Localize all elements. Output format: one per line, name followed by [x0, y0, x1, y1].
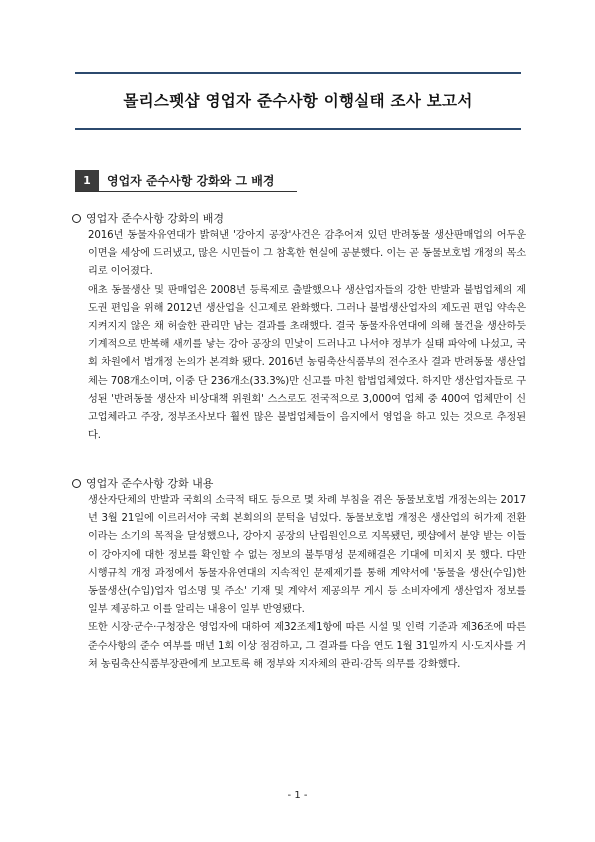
circle-bullet-icon — [72, 214, 81, 223]
block-contents — [72, 475, 526, 674]
section-underline — [75, 191, 297, 192]
block-heading — [72, 210, 526, 227]
section-heading — [75, 170, 297, 191]
block-background — [72, 210, 526, 445]
title-bottom-rule — [75, 128, 521, 130]
section-title: 영업자 준수사항 강화와 그 배경 — [107, 174, 275, 188]
title-top-rule — [75, 72, 521, 74]
block-heading-text: 영업자 준수사항 강화 내용 — [86, 477, 214, 490]
circle-bullet-icon — [72, 479, 81, 488]
paragraph: 생산자단체의 반발과 국회의 소극적 태도 등으로 몇 차례 부침을 겪은 동물보호법 개정논의는 2017년 3월 21일에 이르러서야 국회 본회의의 문턱을 넘었다. 동물보호법 개정은 생산업의 허가제 전환이라는 소기의 목적을 달성했으나, 강아지 공장의 난립원인으로 지목됐던, 펫샵에서 분양 받는 이들이 강아지에 대한 정보를 확인할 수 없는 정보의 불투명성 문제해결은 기대에 미치지 못 했다. 다만 시행규칙 개정 과정에서 동물자유연대의 지속적인 문제제기를 통해 계약서에 '동물을 생산(수입)한 동물생산(수입)업자 업소명 및 주소' 기재 및 계약서 제공의무 게시 등 소비자에게 생산업자 정보를 일부 제공하고 이를 알리는 내용이 일부 반영됐다. — [88, 495, 526, 616]
page-number: - 1 - — [287, 790, 308, 801]
block-heading — [72, 475, 526, 492]
document-title: 몰리스펫샵 영업자 준수사항 이행실태 조사 보고서 — [123, 92, 473, 110]
paragraph: 2016년 동물자유연대가 밝혀낸 '강아지 공장'사건은 감추어져 있던 반려동물 생산판매업의 어두운 이면을 세상에 드러냈고, 많은 시민들이 그 참혹한 현실에 공분했다. 이는 곧 동물보호법 개정의 목소리로 이어졌다. — [88, 230, 526, 278]
block-heading-text: 영업자 준수사항 강화의 배경 — [86, 212, 225, 225]
paragraph: 또한 시장·군수·구청장은 영업자에 대하여 제32조제1항에 따른 시설 및 인력 기준과 제36조에 따른 준수사항의 준수 여부를 매년 1회 이상 점검하고, 그 결과를 다음 연도 1월 31일까지 시·도지사를 거쳐 농림축산식품부장관에게 보고토록 해 정부와 지자체의 관리·감독 의무를 강화했다. — [88, 622, 526, 670]
paragraph: 애초 동물생산 및 판매업은 2008년 등록제로 출발했으나 생산업자들의 강한 반발과 불법업체의 제도권 편입을 위해 2012년 생산업을 신고제로 완화했다. 그러나 불법생산업자의 제도권 편입 약속은 지켜지지 않은 채 허술한 관리만 남는 결과를 초래했다. 결국 동물자유연대에 의해 물건을 생산하듯 기계적으로 반복해 새끼를 낳는 강아 공장의 민낯이 드러나고 나서야 정부가 실태 파악에 나섰고, 국회 차원에서 법개정 논의가 본격화 됐다. 2016년 농림축산식품부의 전수조사 결과 반려동물 생산업체는 708개소이며, 이중 단 236개소(33.3%)만 신고를 마친 합법업체였다. 하지만 생산업자들로 구성된 '반려동물 생산자 비상대책 위원회' 스스로도 전국적으로 3,000여 업체 중 400여 업체만이 신고업체라고 주장, 정부조사보다 훨씬 많은 불법업체들이 음지에서 영업을 하고 있는 것으로 추정된다. — [88, 284, 526, 442]
section-number-badge: 1 — [75, 170, 99, 191]
